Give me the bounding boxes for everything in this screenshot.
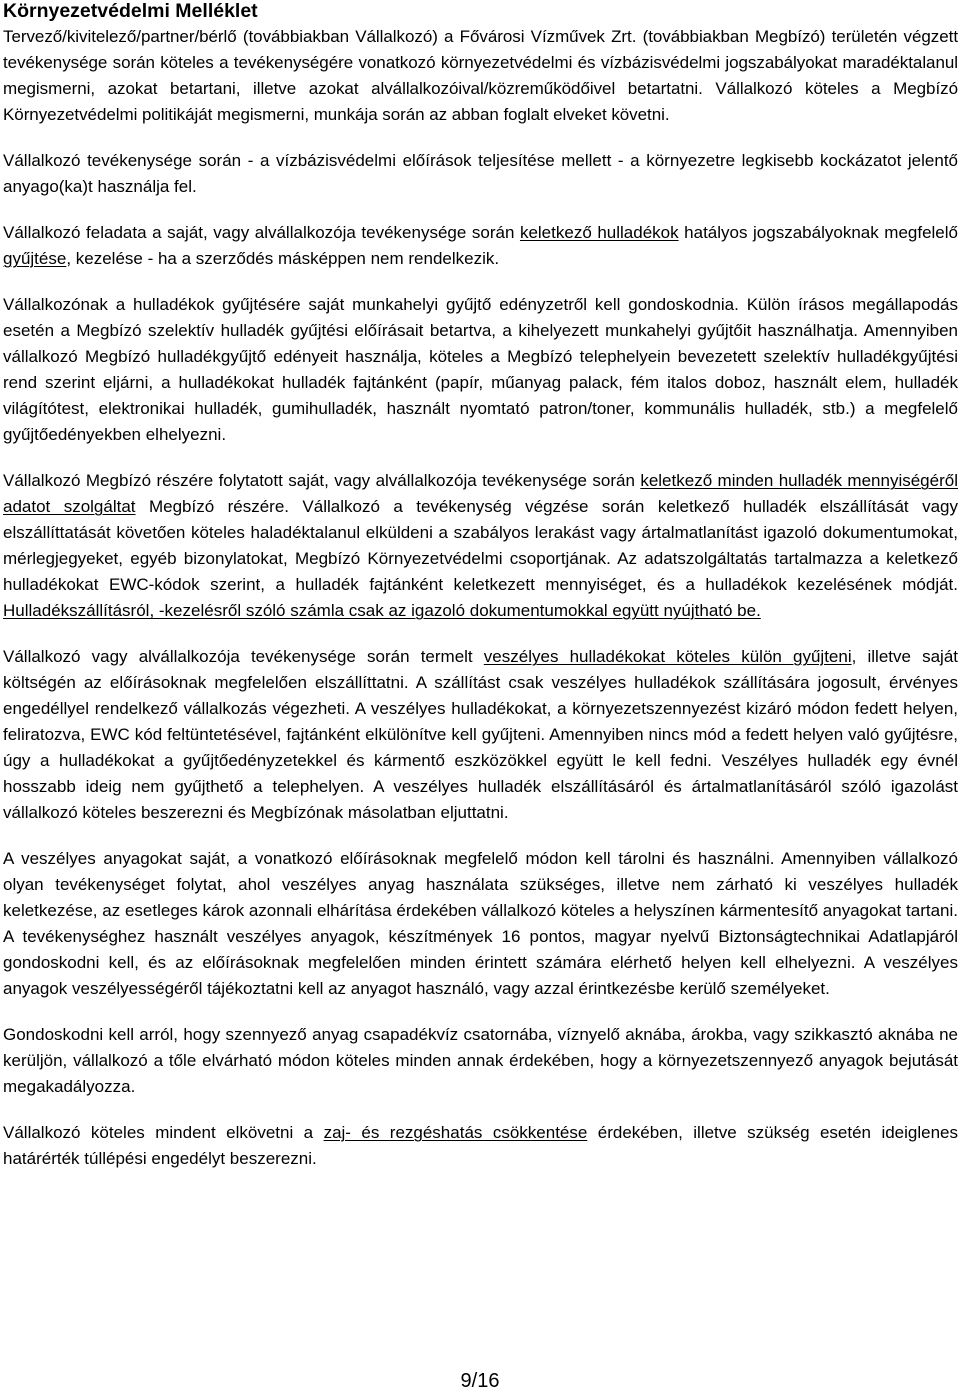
text-segment: Vállalkozó Megbízó részére folytatott saját, vagy alvállalkozója tevékenysége során: [3, 471, 641, 490]
text-segment: Gondoskodni kell arról, hogy szennyező anyag csapadékvíz csatornába, víznyelő aknába, árokba, vagy szikkasztó aknába ne kerüljön, vállalkozó a tőle elvárható módon köteles minden annak érdekében, hogy a környezetszennyező anyagok bejutását megakadályozza.: [3, 1025, 958, 1096]
text-segment: Vállalkozó vagy alvállalkozója tevékenysége során termelt: [3, 647, 484, 666]
paragraph-9: [3, 1120, 958, 1172]
document-body: [3, 24, 958, 1172]
underlined-text: zaj- és rezgéshatás csökkentése: [323, 1123, 588, 1142]
paragraph-5: [3, 468, 958, 624]
underlined-text: gyűjtése: [3, 249, 67, 268]
page-number: 9/16: [460, 1370, 500, 1392]
text-segment: Tervező/kivitelező/partner/bérlő (továbbiakban Vállalkozó) a Fővárosi Vízművek Zrt. (továbbiakban Megbízó) területén végzett tevékenysége során köteles a tevékenységére vonatkozó környezetvédelmi és vízbázisvédelmi jogszabályokat maradéktalanul megismerni, azokat betartani, illetve azokat alvállalkozóival/közreműködőivel betartatni. Vállalkozó köteles a Megbízó Környezetvédelmi politikáját megismerni, munkája során az abban foglalt elveket követni.: [3, 27, 958, 124]
text-segment: , illetve saját költségén az előírásoknak megfelelően elszállíttatni. A szállítást csak veszélyes hulladékok szállítására jogosult, érvényes engedéllyel rendelkező vállalkozás végezheti. A veszélyes hulladékokat, a környezetszennyezést kizáró módon fedett helyen, feliratozva, EWC kód feltüntetésével, fajtánként elkülönítve kell gyűjteni. Amennyiben nincs mód a fedett helyen való gyűjtésre, úgy a hulladékokat a gyűjtőedényzetekkel és kármentő eszközökkel együtt le kell fedni. Veszélyes hulladék egy évnél hosszabb ideig nem gyűjthető a telephelyen. A veszélyes hulladék elszállításáról és ártalmatlanításáról szóló igazolást vállalkozó köteles beszerezni és Megbízónak másolatban eljuttatni.: [3, 647, 959, 822]
document-title: Környezetvédelmi Melléklet: [3, 0, 258, 22]
underlined-text: keletkező minden hulladék mennyiségéről adatot szolgáltat: [3, 471, 958, 516]
text-segment: Vállalkozó feladata a saját, vagy alvállalkozója tevékenysége során: [3, 223, 520, 242]
text-segment: Vállalkozó tevékenysége során - a vízbázisvédelmi előírások teljesítése mellett - a környezetre legkisebb kockázatot jelentő anyago(ka)t használja fel.: [3, 151, 958, 196]
underlined-text: Hulladékszállításról, -kezelésről szóló számla csak az igazoló dokumentumokkal együtt nyújtható be.: [3, 601, 761, 620]
paragraph-2: [3, 148, 958, 200]
paragraph-1: [3, 24, 958, 128]
text-segment: Vállalkozónak a hulladékok gyűjtésére saját munkahelyi gyűjtő edényzetről kell gondoskodnia. Külön írásos megállapodás esetén a Megbízó szelektív hulladék gyűjtési előírásait betartva, a kihelyezett munkahelyi gyűjtőit használhatja. Amennyiben vállalkozó Megbízó hulladékgyűjtő edényeit használja, köteles a Megbízó telephelyein bevezetett szelektív hulladékgyűjtési rend szerint eljárni, a hulladékokat hulladék fajtánként (papír, műanyag palack, fém italos doboz, használt elem, hulladék világítótest, elektronikai hulladék, gumihulladék, használt nyomtató patron/toner, kommunális hulladék, stb.) a megfelelő gyűjtőedényekben elhelyezni.: [3, 295, 958, 444]
text-segment: érdekében, illetve szükség esetén ideiglenes határérték túllépési engedélyt beszerezni.: [3, 1123, 959, 1168]
text-segment: , kezelése - ha a szerződés másképpen nem rendelkezik.: [66, 249, 500, 268]
paragraph-3: [3, 220, 958, 272]
paragraph-4: [3, 292, 958, 448]
paragraph-6: [3, 644, 958, 826]
text-segment: Megbízó részére. Vállalkozó a tevékenység végzése során keletkező hulladék elszállítását vagy elszállíttatását követően köteles haladéktalanul elküldeni a szabályos lerakást vagy ártalmatlanítást igazoló dokumentumokat, mérlegjegyeket, egyéb bizonylatokat, Megbízó Környezetvédelmi csoportjának. Az adatszolgáltatás tartalmazza a keletkező hulladékokat EWC-kódok szerint, a hulladék fajtánként keletkezett mennyiséget, és a hulladékok kezelésének módját.: [3, 497, 958, 594]
text-segment: hatályos jogszabályoknak megfelelő: [678, 223, 958, 242]
paragraph-7: [3, 846, 958, 1002]
text-segment: A veszélyes anyagokat saját, a vonatkozó előírásoknak megfelelő módon kell tárolni és használni. Amennyiben vállalkozó olyan tevékenységet folytat, ahol veszélyes anyag használata szükséges, illetve nem zárható ki veszélyes hulladék keletkezése, az esetleges károk azonnali elhárítása érdekében vállalkozó köteles a helyszínen kármentesítő anyagokat tartani. A tevékenységhez használt veszélyes anyagok, készítmények 16 pontos, magyar nyelvű Biztonságtechnikai Adatlapjáról gondoskodni kell, és az előírásoknak megfelelően minden érintett számára elérhető helyen kell elhelyezni. A veszélyes anyagok veszélyességéről tájékoztatni kell az anyagot használó, vagy azzal érintkezésbe kerülő személyeket.: [3, 849, 958, 998]
paragraph-8: [3, 1022, 958, 1100]
underlined-text: keletkező hulladékok: [519, 223, 679, 242]
text-segment: Vállalkozó köteles mindent elkövetni a: [3, 1123, 324, 1142]
underlined-text: veszélyes hulladékokat köteles külön gyűjteni: [483, 647, 852, 666]
document-page: [3, 0, 958, 1192]
